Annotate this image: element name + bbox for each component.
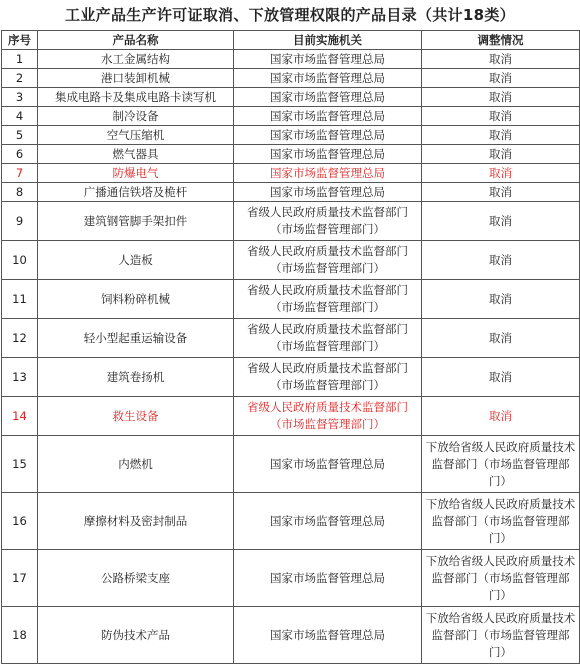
row-no: 1 (2, 50, 38, 69)
row-no: 11 (2, 280, 38, 319)
row-agency: 国家市场监督管理总局 (234, 607, 422, 664)
table-row (2, 50, 580, 69)
table-row (2, 126, 580, 145)
table-row (2, 358, 580, 397)
row-status: 下放给省级人民政府质量技术监督部门（市场监督管理部门） (422, 493, 580, 550)
row-no: 3 (2, 88, 38, 107)
row-agency: 国家市场监督管理总局 (234, 126, 422, 145)
page-title: 工业产品生产许可证取消、下放管理权限的产品目录（共计18类） (65, 6, 515, 24)
table-row-highlighted (2, 397, 580, 436)
table-row (2, 145, 580, 164)
row-status: 取消 (422, 50, 580, 69)
row-agency: 国家市场监督管理总局 (234, 183, 422, 202)
header-product-name: 产品名称 (38, 31, 234, 50)
row-no: 13 (2, 358, 38, 397)
row-no: 4 (2, 107, 38, 126)
row-product-name: 建筑卷扬机 (38, 358, 234, 397)
row-no: 2 (2, 69, 38, 88)
row-no: 10 (2, 241, 38, 280)
row-agency: 省级人民政府质量技术监督部门（市场监督管理部门） (234, 358, 422, 397)
table-header-row (2, 31, 580, 50)
header-status: 调整情况 (422, 31, 580, 50)
product-table (1, 30, 580, 664)
table-row (2, 493, 580, 550)
row-agency: 国家市场监督管理总局 (234, 550, 422, 607)
row-product-name: 空气压缩机 (38, 126, 234, 145)
table-row (2, 202, 580, 241)
row-no: 9 (2, 202, 38, 241)
row-product-name: 人造板 (38, 241, 234, 280)
row-agency: 省级人民政府质量技术监督部门（市场监督管理部门） (234, 202, 422, 241)
table-row-highlighted (2, 164, 580, 183)
row-agency: 国家市场监督管理总局 (234, 164, 422, 183)
table-row (2, 436, 580, 493)
header-no: 序号 (2, 31, 38, 50)
row-agency: 国家市场监督管理总局 (234, 493, 422, 550)
row-product-name: 防伪技术产品 (38, 607, 234, 664)
table-row (2, 607, 580, 664)
row-status: 取消 (422, 145, 580, 164)
table-row (2, 280, 580, 319)
row-no: 6 (2, 145, 38, 164)
table-row (2, 241, 580, 280)
row-product-name: 救生设备 (38, 397, 234, 436)
row-no: 15 (2, 436, 38, 493)
row-agency: 省级人民政府质量技术监督部门（市场监督管理部门） (234, 319, 422, 358)
row-product-name: 水工金属结构 (38, 50, 234, 69)
row-status: 下放给省级人民政府质量技术监督部门（市场监督管理部门） (422, 607, 580, 664)
row-status: 取消 (422, 107, 580, 126)
row-agency: 省级人民政府质量技术监督部门（市场监督管理部门） (234, 397, 422, 436)
table-row (2, 319, 580, 358)
row-status: 取消 (422, 280, 580, 319)
row-status: 下放给省级人民政府质量技术监督部门（市场监督管理部门） (422, 436, 580, 493)
row-product-name: 防爆电气 (38, 164, 234, 183)
row-status: 取消 (422, 358, 580, 397)
row-status: 取消 (422, 164, 580, 183)
table-row (2, 88, 580, 107)
row-status: 取消 (422, 183, 580, 202)
row-agency: 省级人民政府质量技术监督部门（市场监督管理部门） (234, 280, 422, 319)
row-product-name: 摩擦材料及密封制品 (38, 493, 234, 550)
row-product-name: 制冷设备 (38, 107, 234, 126)
row-no: 14 (2, 397, 38, 436)
row-agency: 国家市场监督管理总局 (234, 107, 422, 126)
row-product-name: 内燃机 (38, 436, 234, 493)
row-no: 12 (2, 319, 38, 358)
row-status: 取消 (422, 241, 580, 280)
row-agency: 省级人民政府质量技术监督部门（市场监督管理部门） (234, 241, 422, 280)
row-product-name: 饲料粉碎机械 (38, 280, 234, 319)
row-status: 取消 (422, 319, 580, 358)
table-row (2, 107, 580, 126)
row-product-name: 建筑钢管脚手架扣件 (38, 202, 234, 241)
row-agency: 国家市场监督管理总局 (234, 88, 422, 107)
row-product-name: 燃气器具 (38, 145, 234, 164)
row-status: 取消 (422, 88, 580, 107)
row-product-name: 广播通信铁塔及桅杆 (38, 183, 234, 202)
row-product-name: 集成电路卡及集成电路卡读写机 (38, 88, 234, 107)
row-agency: 国家市场监督管理总局 (234, 69, 422, 88)
row-agency: 国家市场监督管理总局 (234, 50, 422, 69)
row-status: 取消 (422, 126, 580, 145)
table-row (2, 69, 580, 88)
row-no: 18 (2, 607, 38, 664)
row-status: 取消 (422, 397, 580, 436)
row-agency: 国家市场监督管理总局 (234, 145, 422, 164)
row-no: 16 (2, 493, 38, 550)
row-status: 取消 (422, 202, 580, 241)
header-agency: 目前实施机关 (234, 31, 422, 50)
row-product-name: 公路桥梁支座 (38, 550, 234, 607)
row-no: 8 (2, 183, 38, 202)
row-agency: 国家市场监督管理总局 (234, 436, 422, 493)
row-no: 5 (2, 126, 38, 145)
row-no: 17 (2, 550, 38, 607)
table-row (2, 550, 580, 607)
row-product-name: 港口装卸机械 (38, 69, 234, 88)
row-product-name: 轻小型起重运输设备 (38, 319, 234, 358)
row-status: 下放给省级人民政府质量技术监督部门（市场监督管理部门） (422, 550, 580, 607)
row-status: 取消 (422, 69, 580, 88)
table-row (2, 183, 580, 202)
row-no: 7 (2, 164, 38, 183)
